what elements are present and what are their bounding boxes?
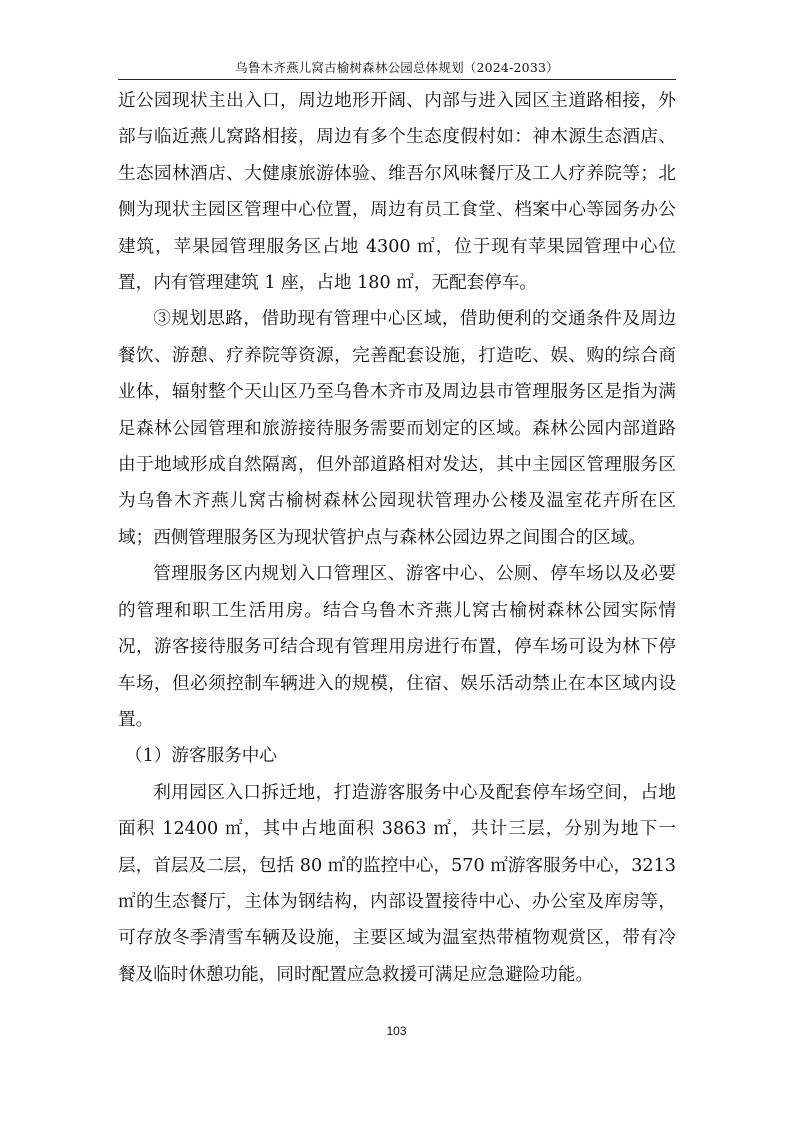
- header-rule: [118, 79, 676, 80]
- running-header: 乌鲁木齐燕儿窝古榆树森林公园总体规划（2024-2033）: [235, 60, 559, 75]
- section-heading-visitor-center: （1）游客服务中心: [125, 746, 277, 767]
- body-text: [118, 83, 676, 993]
- page-number: 103: [386, 1024, 407, 1038]
- paragraph-1: 近公园现状主出入口，周边地形开阔、内部与进入园区主道路相接，外部与临近燕儿窝路相接，周边有多个生态度假村如：神木源生态酒店、生态园林酒店、大健康旅游体验、维吾尔风味餐厅及工人疗养院等；北侧为现状主园区管理中心位置，周边有员工食堂、档案中心等园务办公建筑，苹果园管理服务区占地 4300 ㎡，位于现有苹果园管理中心位置，内有管理建筑 1 座，占地 180 ㎡，无配套停车。: [118, 91, 676, 294]
- paragraph-2: ③规划思路，借助现有管理中心区域，借助便利的交通条件及周边餐饮、游憩、疗养院等资源，完善配套设施，打造吃、娱、购的综合商业体，辐射整个天山区乃至乌鲁木齐市及周边县市管理服务区是指为满足森林公园管理和旅游接待服务需要而划定的区域。森林公园内部道路由于地域形成自然隔离，但外部道路相对发达，其中主园区管理服务区为乌鲁木齐燕儿窝古榆树森林公园现状管理办公楼及温室花卉所在区域；西侧管理服务区为现状管护点与森林公园边界之间围合的区域。: [118, 309, 676, 548]
- paragraph-3: 管理服务区内规划入口管理区、游客中心、公厕、停车场以及必要的管理和职工生活用房。结合乌鲁木齐燕儿窝古榆树森林公园实际情况，游客接待服务可结合现有管理用房进行布置，停车场可设为林下停车场，但必须控制车辆进入的规模，住宿、娱乐活动禁止在本区域内设置。: [118, 564, 676, 730]
- paragraph-4: 利用园区入口拆迁地，打造游客服务中心及配套停车场空间，占地面积 12400 ㎡，其中占地面积 3863 ㎡，共计三层，分别为地下一层，首层及二层，包括 80 ㎡的监控中心，570 ㎡游客服务中心，3213 ㎡的生态餐厅，主体为钢结构，内部设置接待中心、办公室及库房等，可存放冬季清雪车辆及设施，主要区域为温室热带植物观赏区，带有冷餐及临时休憩功能，同时配置应急救援可满足应急避险功能。: [118, 782, 676, 985]
